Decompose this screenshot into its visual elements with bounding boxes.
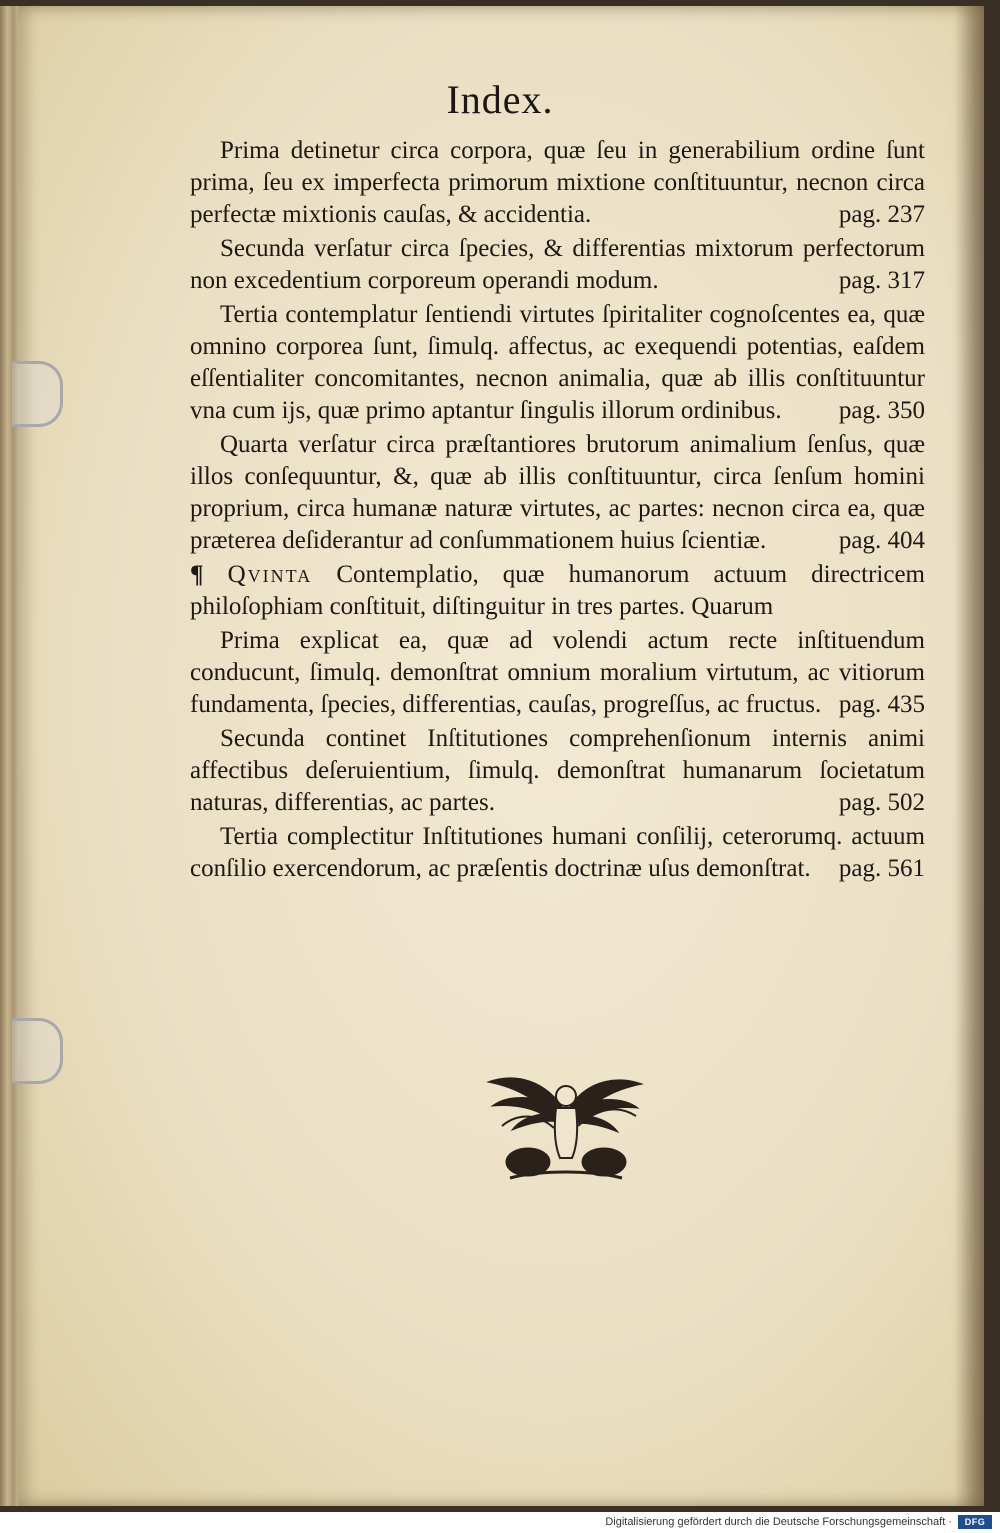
entry-text: Quarta verſatur circa præſtantiores brutorum animalium ſenſus, quæ illos conſequuntur, &, quæ ab illis conſtituuntur, circa ſenſum homini proprium, circa humanæ naturæ virtutes, ac partes: necnon circa ea, quæ præterea deſiderantur ad conſummationem huius ſcientiæ. (190, 431, 925, 554)
section-heading (190, 559, 925, 623)
page-gutter-shadow (954, 6, 984, 1506)
funding-credit: Digitalisierung gefördert durch die Deutsche Forschungsgemeinschaft · (605, 1516, 952, 1528)
index-entry (190, 233, 925, 297)
index-entries (190, 135, 925, 887)
index-entry (190, 299, 925, 427)
entry-page-ref: pag. 317 (838, 267, 925, 294)
entry-text: Tertia complectitur Inſtitutiones humani conſilij, ceterorumq. actuum conſilio exercendorum, ac præſentis doctrinæ uſus demonſtrat. (190, 823, 925, 882)
index-entry (190, 723, 925, 819)
section-ordinal: Qvinta (227, 561, 313, 588)
entry-page-ref: pag. 435 (838, 691, 925, 718)
entry-text: Prima explicat ea, quæ ad volendi actum recte inſtituendum conducunt, ſimulq. demonſtrat omnium moralium virtutum, ac vitiorum fundamenta, ſpecies, differentias, cauſas, progreſſus, ac fructus. (190, 627, 925, 718)
dfg-logo: DFG (958, 1515, 992, 1529)
pilcrow-mark: ¶ (190, 561, 204, 588)
page-title: Index. (446, 77, 554, 122)
entry-text: Secunda continet Inſtitutiones comprehenſionum internis animi affectibus deſeruientium, ſimulq. demonſtrat humanarum ſocietatum naturas, differentias, ac partes. (190, 725, 925, 816)
entry-text: Tertia contemplatur ſentiendi virtutes ſpiritaliter cognoſcentes ea, quæ omnino corporea ſunt, ſimulq. affectus, ac exequendi potentias, eaſdem eſſentialiter concomitantes, necnon animalia, quæ ab illis conſtituuntur vna cum ijs, quæ primo aptantur ſingulis illorum ordinibus. (190, 301, 925, 424)
entry-page-ref: pag. 502 (838, 789, 925, 816)
entry-page-ref: pag. 350 (838, 397, 925, 424)
cherub-ornament (480, 1066, 650, 1186)
paper-clip-bottom (12, 1018, 63, 1084)
index-entry (190, 135, 925, 231)
paper-clip-top (12, 361, 63, 427)
entry-page-ref: pag. 237 (838, 201, 925, 228)
index-entry (190, 821, 925, 885)
index-entry (190, 429, 925, 557)
entry-page-ref: pag. 561 (838, 855, 925, 882)
digitization-footer (0, 1512, 1000, 1533)
index-entry (190, 625, 925, 721)
section-heading-text: Contemplatio, quæ humanorum actuum directricem philoſophiam conſtituit, diſtinguitur in tres partes. Quarum (190, 561, 925, 620)
entry-text: Prima detinetur circa corpora, quæ ſeu in generabilium ordine ſunt prima, ſeu ex imperfecta primorum mixtione conſtituuntur, necnon circa perfectæ mixtionis cauſas, & accidentia. (190, 137, 925, 228)
entry-page-ref: pag. 404 (838, 527, 925, 554)
entry-text: Secunda verſatur circa ſpecies, & differentias mixtorum perfectorum non excedentium corporeum operandi modum. (190, 235, 925, 294)
